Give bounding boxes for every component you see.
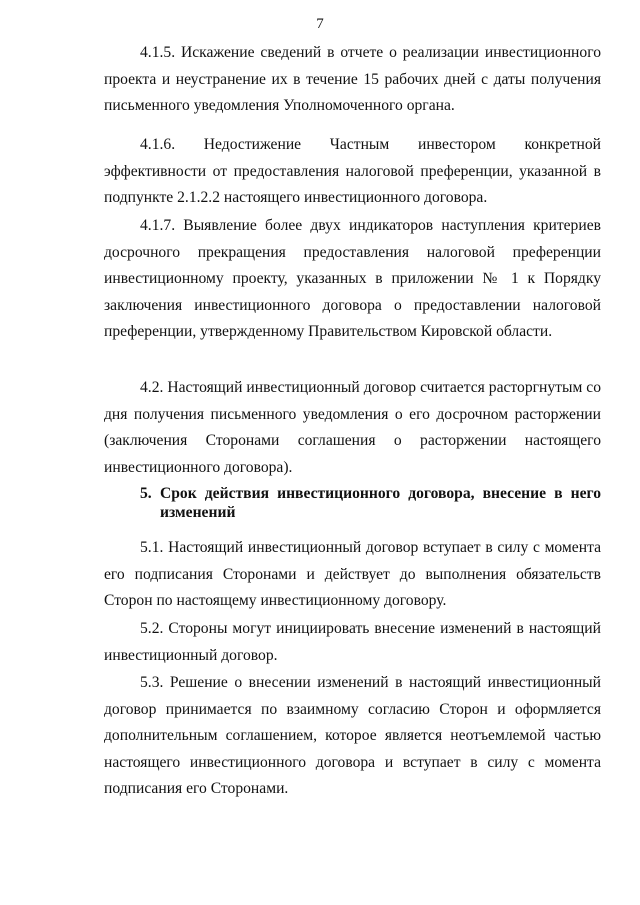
section-5-heading-text: Срок действия инвестиционного договора, внесение в него изменений (160, 485, 601, 521)
paragraph-5-2: 5.2. Стороны могут инициировать внесение изменений в настоящий инвестиционный договор. (104, 620, 601, 664)
paragraph-5-3: 5.3. Решение о внесении изменений в настоящий инвестиционный договор принимается по взаимному согласию Сторон и оформляется дополнительным соглашением, которое является неотъемлемой частью настоящего инвестиционного договора и вступает в силу с момента подписания его Сторонами. (104, 674, 601, 797)
paragraph-4-1-6: 4.1.6. Недостижение Частным инвестором конкретной эффективности от предоставления налоговой преференции, указанной в подпункте 2.1.2.2 настоящего инвестиционного договора. (104, 136, 601, 206)
paragraph-4-1-5: 4.1.5. Искажение сведений в отчете о реализации инвестиционного проекта и неустранение их в течение 15 рабочих дней с даты получения письменного уведомления Уполномоченного органа. (104, 44, 601, 114)
page-number: 7 (316, 16, 324, 32)
section-5-heading-number: 5. (140, 485, 152, 502)
paragraph-4-2: 4.2. Настоящий инвестиционный договор считается расторгнутым со дня получения письменного уведомления о его досрочном расторжении (заключения Сторонами соглашения о расторжении настоящего инвестиционного договора). (104, 379, 601, 476)
section-5-heading (140, 484, 601, 522)
paragraph-4-1-7: 4.1.7. Выявление более двух индикаторов наступления критериев досрочного прекращения предоставления налоговой преференции инвестиционному проекту, указанных в приложении № 1 к Порядку заключения инвестиционного договора о предоставлении налоговой преференции, утвержденному Правительством Кировской области. (104, 217, 601, 340)
paragraph-5-1: 5.1. Настоящий инвестиционный договор вступает в силу с момента его подписания Сторонами и действует до выполнения обязательств Сторон по настоящему инвестиционному договору. (104, 539, 601, 609)
